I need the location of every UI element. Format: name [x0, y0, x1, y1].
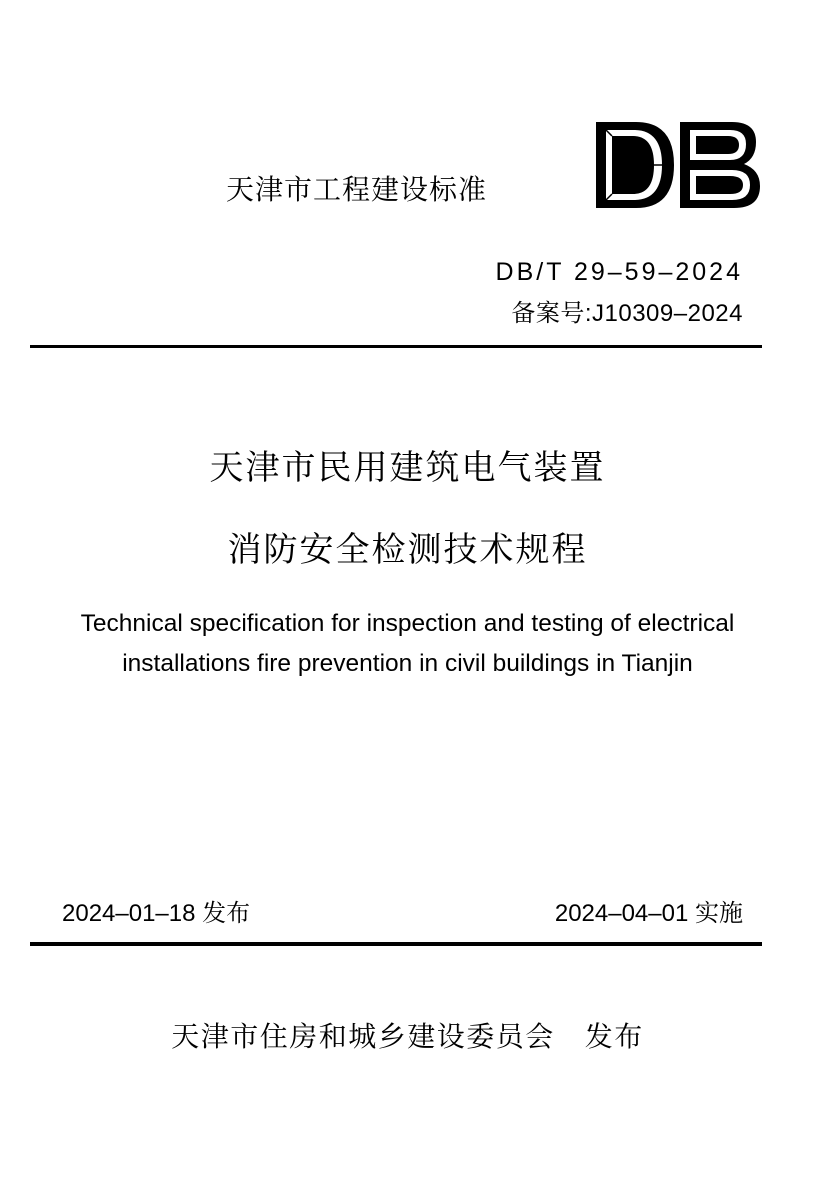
series-title: 天津市工程建设标准: [226, 173, 488, 206]
english-title: Technical specification for inspection and testing of electrical installations fire prevention in civil buildings in Tianjin: [80, 610, 735, 677]
standard-codes: [496, 256, 743, 330]
publisher-label: 发布: [584, 1020, 644, 1053]
record-number: 备案号:J10309–2024: [511, 300, 743, 327]
publisher: [0, 1015, 815, 1055]
db-logo: [592, 120, 762, 210]
implement-label: 实施: [695, 900, 743, 927]
top-divider: [30, 345, 762, 348]
title-line-1: 天津市民用建筑电气装置: [209, 448, 606, 488]
bottom-divider: [30, 942, 762, 946]
implement-date: 2024–04–01: [554, 900, 689, 927]
issue-info: [62, 893, 250, 928]
title-line-2: 消防安全检测技术规程: [227, 530, 588, 570]
issue-date: 2024–01–18: [62, 900, 196, 927]
publisher-name: 天津市住房和城乡建设委员会: [171, 1020, 555, 1053]
issue-label: 发布: [202, 900, 251, 927]
standard-code: DB/T 29–59–2024: [495, 258, 743, 286]
implement-info: [555, 893, 743, 928]
